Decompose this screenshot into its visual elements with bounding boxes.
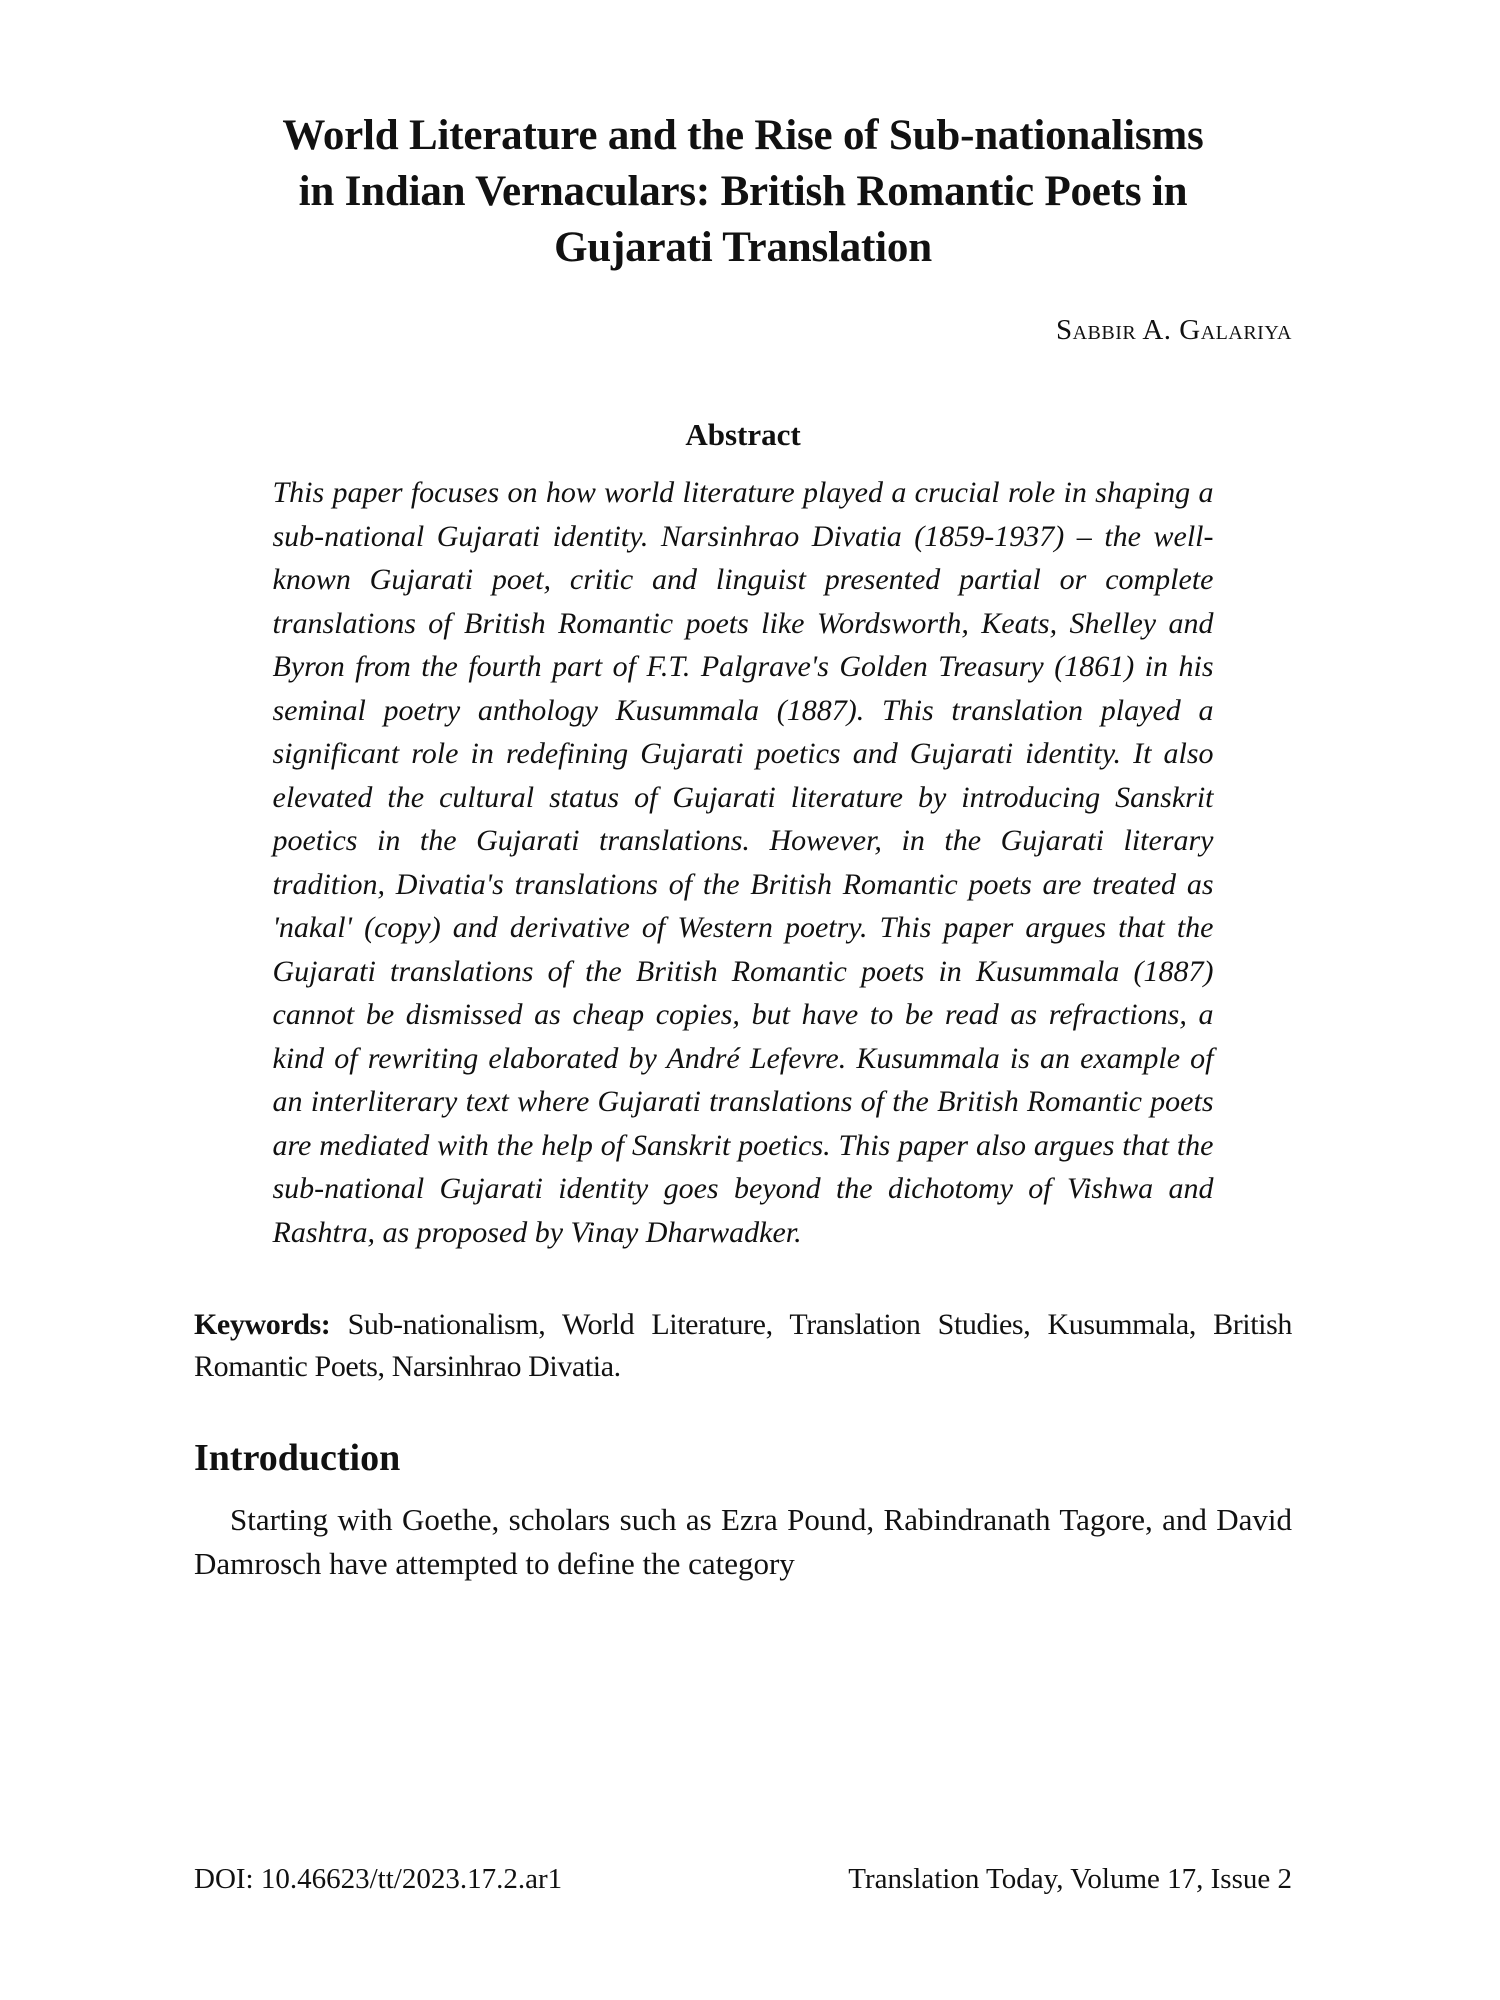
author-name: Sabbir A. Galariya: [1055, 314, 1292, 346]
title-line-3: Gujarati Translation: [554, 224, 932, 271]
footer-journal: Translation Today, Volume 17, Issue 2: [848, 1863, 1292, 1895]
introduction-heading: Introduction: [194, 1437, 401, 1479]
abstract-heading: Abstract: [685, 417, 801, 452]
title-line-1: World Literature and the Rise of Sub-nationalisms: [282, 112, 1204, 159]
paper-title: [194, 108, 1292, 276]
paper-page: [194, 108, 1292, 1617]
abstract-text: This paper focuses on how world literature played a crucial role in shaping a sub-national Gujarati identity. Narsinhrao Divatia (1859-1937) – the well-known Gujarati poet, critic and linguist presented partial or complete translations of British Romantic poets like Wordsworth, Keats, Shelley and Byron from the fourth part of F.T. Palgrave's Golden Treasury (1861) in his seminal poetry anthology Kusummala (1887). This translation played a significant role in redefining Gujarati poetics and Gujarati identity. It also elevated the cultural status of Gujarati literature by introducing Sanskrit poetics in the Gujarati translations. However, in the Gujarati literary tradition, Divatia's translations of the British Romantic poets are treated as 'nakal' (copy) and derivative of Western poetry. This paper argues that the Gujarati translations of the British Romantic poets in Kusummala (1887) cannot be dismissed as cheap copies, but have to be read as refractions, a kind of rewriting elaborated by André Lefevre. Kusummala is an example of an interliterary text where Gujarati translations of the British Romantic poets are mediated with the help of Sanskrit poetics. This paper also argues that the sub-national Gujarati identity goes beyond the dichotomy of Vishwa and Rashtra, as proposed by Vinay Dharwadker.: [272, 476, 1214, 1249]
keywords: [194, 1304, 1292, 1388]
keywords-label: Keywords:: [194, 1308, 331, 1341]
footer-doi: DOI: 10.46623/tt/2023.17.2.ar1: [194, 1863, 563, 1895]
title-line-2: in Indian Vernaculars: British Romantic Poets in: [298, 168, 1188, 215]
keywords-text: Sub-nationalism, World Literature, Translation Studies, Kusummala, British Romantic Poets, Narsinhrao Divatia.: [194, 1308, 1292, 1383]
introduction-text: Starting with Goethe, scholars such as Ezra Pound, Rabindranath Tagore, and David Damrosch have attempted to define the category: [194, 1502, 1292, 1581]
page-footer: [194, 1863, 1292, 1896]
